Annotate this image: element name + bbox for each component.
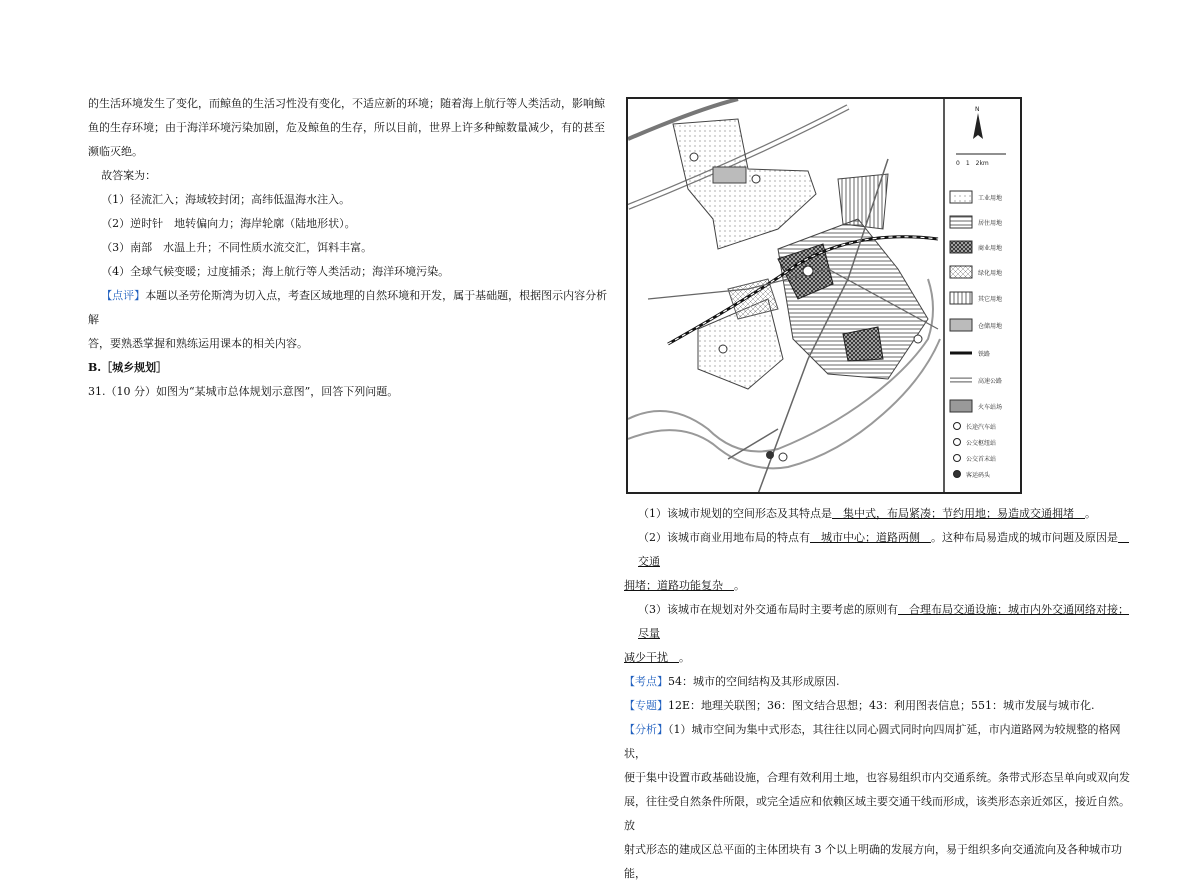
q3-answer-cont: 减少干扰 [624, 651, 679, 664]
zhuanti [624, 694, 1132, 718]
answer-4: （4）全球气候变暖；过度捕杀；海上航行等人类活动；海洋环境污染。 [101, 265, 450, 278]
fenxi [624, 718, 1132, 766]
q2-answer-1: 城市中心；道路两侧 [810, 531, 931, 544]
legend-other: 其它用地 [978, 296, 1003, 303]
legend-train-station: 火车站场 [978, 404, 1003, 411]
q3-end: 。 [679, 651, 690, 664]
q3-text: （3）该城市在规划对外交通布局时主要考虑的原则有 [638, 603, 898, 616]
north-arrow-icon [973, 113, 983, 139]
legend-pier: 客运码头 [966, 472, 991, 479]
question-31: 31.（10 分）如图为“某城市总体规划示意图”，回答下列问题。 [88, 385, 399, 398]
q2-answer-2: 交通 [638, 531, 1129, 568]
answer-3: （3）南部 水温上升；不同性质水流交汇，饵料丰富。 [101, 241, 373, 254]
kaodian-text: 54：城市的空间结构及其形成原因. [668, 675, 840, 688]
answer-1: （1）径流汇入；海域较封闭；高纬低温海水注入。 [101, 193, 351, 206]
section-heading: B.［城乡规划］ [88, 361, 168, 374]
kaodian-tag: 【考点】 [624, 675, 668, 688]
question-1 [624, 502, 1132, 526]
paragraph: 的生活环境发生了变化，而鲸鱼的生活习性没有变化，不适应新的环境；随着海上航行等人类活动，影响鲸 [88, 97, 605, 110]
question-2-cont [624, 574, 1132, 598]
legend-railway: 铁路 [978, 351, 991, 358]
legend-green: 绿化用地 [978, 270, 1003, 277]
legend-storage: 仓储用地 [978, 323, 1003, 330]
q1-text: （1）该城市规划的空间形态及其特点是 [638, 507, 832, 520]
legend-coach: 长途汽车站 [966, 424, 997, 431]
comment-text: 本题以圣劳伦斯湾为切入点，考查区域地理的自然环境和开发，属于基础题，根据图示内容分析解 [88, 289, 608, 326]
right-column [624, 502, 1132, 886]
north-label: N [975, 106, 980, 113]
comment-cont: 答，要熟悉掌握和熟练运用课本的相关内容。 [88, 337, 308, 350]
q1-answer: 集中式，布局紧凑；节约用地；易造成交通拥堵 [832, 507, 1085, 520]
fenxi-text: （1）城市空间为集中式形态，其往往以同心圆式同时向四周扩延，市内道路网为较规整的格网状， [624, 723, 1121, 760]
question-3 [624, 598, 1132, 646]
comment-tag: 【点评】 [101, 289, 146, 302]
map-legend [944, 99, 1006, 492]
map-svg [628, 99, 1020, 492]
fenxi-cont: 便于集中设置市政基础设施，合理有效利用土地，也容易组织市内交通系统。条带式形态呈单向或双向发 [624, 771, 1130, 784]
zhuanti-tag: 【专题】 [624, 699, 668, 712]
paragraph: 濒临灭绝。 [88, 145, 143, 158]
legend-bus-terminal: 公交首末站 [966, 456, 997, 463]
kaodian [624, 670, 1132, 694]
city-plan-map [626, 97, 1022, 494]
legend-highway: 高速公路 [978, 378, 1003, 385]
legend-bus-hub: 公交枢纽站 [966, 440, 997, 447]
comment [88, 284, 610, 332]
question-2 [624, 526, 1132, 574]
scale-label: 0 1 2km [956, 160, 989, 167]
zhuanti-text: 12E：地理关联图；36：图文结合思想；43：利用图表信息；551：城市发展与城市化. [668, 699, 1095, 712]
legend-commercial: 商业用地 [978, 245, 1003, 252]
q2-answer-2-cont: 拥堵；道路功能复杂 [624, 579, 734, 592]
answer-2: （2）逆时针 地转偏向力；海岸轮廓（陆地形状）。 [101, 217, 356, 230]
q2-end: 。 [734, 579, 745, 592]
q2-mid: 。这种布局易造成的城市问题及原因是 [931, 531, 1118, 544]
fenxi-cont: 展，往往受自然条件所限，或完全适应和依赖区域主要交通干线而形成，该类形态亲近郊区，接近自然。放 [624, 795, 1130, 832]
q1-end: 。 [1085, 507, 1096, 520]
left-column [88, 92, 610, 404]
paragraph: 鱼的生存环境；由于海洋环境污染加剧，危及鲸鱼的生存，所以目前，世界上许多种鲸数量减少，有的甚至 [88, 121, 605, 134]
legend-residential: 居住用地 [978, 220, 1003, 227]
legend-industrial: 工业用地 [978, 195, 1003, 202]
question-3-cont [624, 646, 1132, 670]
fenxi-tag: 【分析】 [624, 723, 668, 736]
q2-text: （2）该城市商业用地布局的特点有 [638, 531, 810, 544]
fenxi-cont: 射式形态的建成区总平面的主体团块有 3 个以上明确的发展方向，易于组织多向交通流向及各种城市功能， [624, 843, 1122, 880]
map-area [628, 99, 940, 492]
answer-title: 故答案为： [101, 169, 157, 182]
q3-answer: 合理布局交通设施；城市内外交通网络对接；尽量 [638, 603, 1129, 640]
